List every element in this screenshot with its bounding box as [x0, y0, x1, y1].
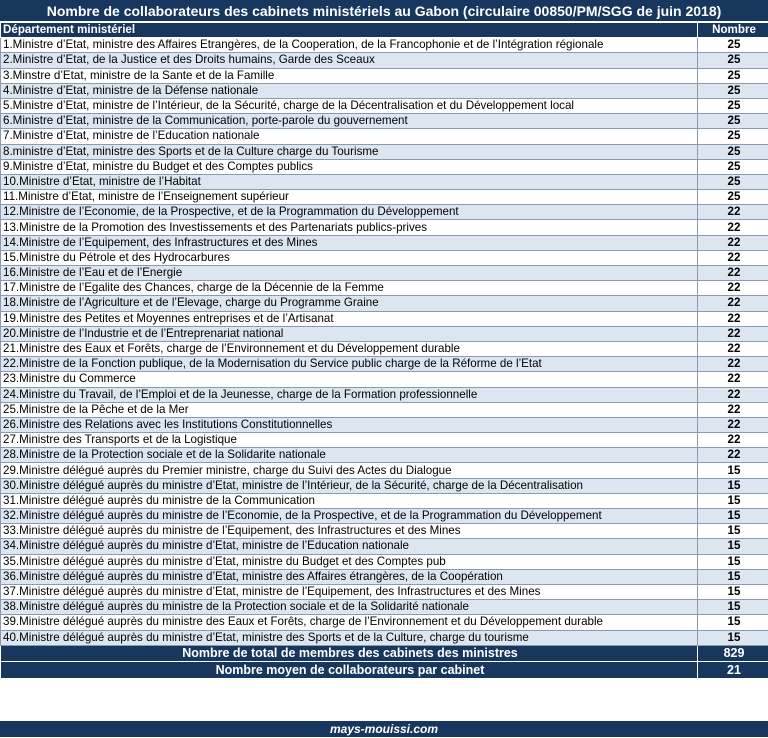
row-value: 22 — [698, 372, 768, 387]
row-value: 15 — [698, 478, 768, 493]
table-row — [1, 417, 768, 432]
row-label: 15.Ministre du Pétrole et des Hydrocarbures — [1, 250, 698, 265]
table-row — [1, 266, 768, 281]
table-row — [1, 478, 768, 493]
row-label: 19.Ministre des Petites et Moyennes entreprises et de l’Artisanat — [1, 311, 698, 326]
table-row — [1, 144, 768, 159]
table-row — [1, 296, 768, 311]
row-value: 15 — [698, 493, 768, 508]
row-value: 15 — [698, 569, 768, 584]
table-row — [1, 250, 768, 265]
row-label: 40.Ministre délégué auprès du ministre d’Etat, ministre des Sports et de la Culture, charge du tourisme — [1, 630, 698, 645]
row-label: 28.Ministre de la Protection sociale et de la Solidarite nationale — [1, 448, 698, 463]
average-value: 21 — [698, 662, 768, 679]
row-value: 15 — [698, 600, 768, 615]
table-row — [1, 68, 768, 83]
row-label: 31.Ministre délégué auprès du ministre de la Communication — [1, 493, 698, 508]
row-label: 18.Ministre de l’Agriculture et de l’Elevage, charge du Programme Graine — [1, 296, 698, 311]
row-label: 24.Ministre du Travail, de l’Emploi et de la Jeunesse, charge de la Formation professionnelle — [1, 387, 698, 402]
row-value: 25 — [698, 174, 768, 189]
row-value: 22 — [698, 341, 768, 356]
row-value: 25 — [698, 38, 768, 53]
row-label: 37.Ministre délégué auprès du ministre d’Etat, ministre de l’Equipement, des Infrastructures et des Mines — [1, 584, 698, 599]
table-row — [1, 341, 768, 356]
row-label: 13.Ministre de la Promotion des Investissements et des Partenariats publics-prives — [1, 220, 698, 235]
row-label: 8.ministre d’Etat, ministre des Sports et de la Culture charge du Tourisme — [1, 144, 698, 159]
row-label: 33.Ministre délégué auprès du ministre de l’Equipement, des Infrastructures et des Mines — [1, 524, 698, 539]
row-value: 22 — [698, 235, 768, 250]
row-value: 25 — [698, 159, 768, 174]
row-value: 22 — [698, 281, 768, 296]
table-row — [1, 174, 768, 189]
table-row — [1, 114, 768, 129]
row-value: 22 — [698, 387, 768, 402]
row-value: 25 — [698, 144, 768, 159]
row-label: 27.Ministre des Transports et de la Logistique — [1, 433, 698, 448]
table-row — [1, 159, 768, 174]
row-label: 11.Ministre d’Etat, ministre de l’Enseignement supérieur — [1, 190, 698, 205]
row-label: 26.Ministre des Relations avec les Institutions Constitutionnelles — [1, 417, 698, 432]
row-label: 7.Ministre d’Etat, ministre de l’Education nationale — [1, 129, 698, 144]
average-label: Nombre moyen de collaborateurs par cabinet — [1, 662, 698, 679]
row-value: 25 — [698, 129, 768, 144]
table-row — [1, 509, 768, 524]
row-label: 5.Ministre d’Etat, ministre de l’Intérieur, de la Sécurité, charge de la Décentralisation et du Développement local — [1, 98, 698, 113]
row-label: 36.Ministre délégué auprès du ministre d’Etat, ministre des Affaires étrangères, de la Coopération — [1, 569, 698, 584]
row-value: 22 — [698, 417, 768, 432]
page-title: Nombre de collaborateurs des cabinets ministériels au Gabon (circulaire 00850/PM/SGG de juin 2018) — [0, 0, 768, 22]
table-row — [1, 326, 768, 341]
source-credit: mays-mouissi.com — [0, 721, 768, 738]
table-row — [1, 53, 768, 68]
row-value: 22 — [698, 433, 768, 448]
row-label: 21.Ministre des Eaux et Forêts, charge de l’Environnement et du Développement durable — [1, 341, 698, 356]
row-value: 22 — [698, 205, 768, 220]
table-row — [1, 281, 768, 296]
row-value: 15 — [698, 524, 768, 539]
row-value: 22 — [698, 357, 768, 372]
row-value: 25 — [698, 83, 768, 98]
row-label: 35.Ministre délégué auprès du ministre d’Etat, ministre du Budget et des Comptes pub — [1, 554, 698, 569]
row-value: 22 — [698, 266, 768, 281]
row-value: 25 — [698, 68, 768, 83]
table-row — [1, 311, 768, 326]
row-label: 9.Ministre d’Etat, ministre du Budget et des Comptes publics — [1, 159, 698, 174]
row-value: 15 — [698, 463, 768, 478]
row-label: 1.Ministre d’Etat, ministre des Affaires Etrangères, de la Cooperation, de la Francophonie et de l’Intégration régionale — [1, 38, 698, 53]
row-value: 15 — [698, 539, 768, 554]
table-body — [1, 38, 768, 646]
row-label: 30.Ministre délégué auprès du ministre d’Etat, ministre de l’Intérieur, de la Sécurité, charge de la Décentralisation — [1, 478, 698, 493]
header-count: Nombre — [698, 23, 768, 38]
row-value: 22 — [698, 448, 768, 463]
table-row — [1, 190, 768, 205]
table-row — [1, 205, 768, 220]
table-row — [1, 615, 768, 630]
row-value: 22 — [698, 296, 768, 311]
row-value: 22 — [698, 402, 768, 417]
table-row — [1, 220, 768, 235]
table-row — [1, 372, 768, 387]
table-row — [1, 584, 768, 599]
table-row — [1, 463, 768, 478]
table-row — [1, 554, 768, 569]
table-row — [1, 357, 768, 372]
row-label: 16.Ministre de l’Eau et de l’Energie — [1, 266, 698, 281]
row-value: 22 — [698, 220, 768, 235]
row-value: 15 — [698, 584, 768, 599]
table-header — [1, 23, 768, 38]
row-label: 23.Ministre du Commerce — [1, 372, 698, 387]
row-label: 39.Ministre délégué auprès du ministre des Eaux et Forêts, charge de l’Environnement et du Développement durable — [1, 615, 698, 630]
row-label: 38.Ministre délégué auprès du ministre de la Protection sociale et de la Solidarité nationale — [1, 600, 698, 615]
table-row — [1, 524, 768, 539]
row-value: 22 — [698, 250, 768, 265]
table-row — [1, 630, 768, 645]
row-label: 25.Ministre de la Pêche et de la Mer — [1, 402, 698, 417]
header-department: Département ministériel — [1, 23, 698, 38]
row-value: 15 — [698, 509, 768, 524]
table-row — [1, 83, 768, 98]
table-row — [1, 38, 768, 53]
row-value: 25 — [698, 190, 768, 205]
row-label: 3.Minstre d’Etat, ministre de la Sante et de la Famille — [1, 68, 698, 83]
average-row — [1, 662, 768, 679]
row-value: 25 — [698, 114, 768, 129]
table-row — [1, 129, 768, 144]
row-label: 22.Ministre de la Fonction publique, de la Modernisation du Service public charge de la Réforme de l’Etat — [1, 357, 698, 372]
row-label: 17.Ministre de l’Egalite des Chances, charge de la Décennie de la Femme — [1, 281, 698, 296]
row-value: 25 — [698, 53, 768, 68]
table-row — [1, 402, 768, 417]
row-label: 2.Ministre d’Etat, de la Justice et des Droits humains, Garde des Sceaux — [1, 53, 698, 68]
row-label: 10.Ministre d’Etat, ministre de l’Habitat — [1, 174, 698, 189]
table-row — [1, 433, 768, 448]
table-row — [1, 387, 768, 402]
table-row — [1, 448, 768, 463]
row-label: 20.Ministre de l’Industrie et de l’Entreprenariat national — [1, 326, 698, 341]
total-value: 829 — [698, 645, 768, 662]
table-row — [1, 98, 768, 113]
row-label: 32.Ministre délégué auprès du ministre de l’Economie, de la Prospective, et de la Programmation du Développement — [1, 509, 698, 524]
total-row — [1, 645, 768, 662]
row-label: 4.Ministre d’Etat, ministre de la Défense nationale — [1, 83, 698, 98]
table-row — [1, 235, 768, 250]
table-row — [1, 539, 768, 554]
row-value: 22 — [698, 326, 768, 341]
row-value: 22 — [698, 311, 768, 326]
row-value: 15 — [698, 615, 768, 630]
row-label: 14.Ministre de l’Equipement, des Infrastructures et des Mines — [1, 235, 698, 250]
table-row — [1, 569, 768, 584]
row-label: 6.Ministre d’Etat, ministre de la Communication, porte-parole du gouvernement — [1, 114, 698, 129]
row-label: 34.Ministre délégué auprès du ministre d’Etat, ministre de l’Education nationale — [1, 539, 698, 554]
row-value: 25 — [698, 98, 768, 113]
row-label: 12.Ministre de l’Economie, de la Prospective, et de la Programmation du Développement — [1, 205, 698, 220]
data-table — [0, 22, 768, 679]
row-label: 29.Ministre délégué auprès du Premier ministre, charge du Suivi des Actes du Dialogue — [1, 463, 698, 478]
table-row — [1, 600, 768, 615]
row-value: 15 — [698, 554, 768, 569]
table-row — [1, 493, 768, 508]
total-label: Nombre de total de membres des cabinets des ministres — [1, 645, 698, 662]
row-value: 15 — [698, 630, 768, 645]
